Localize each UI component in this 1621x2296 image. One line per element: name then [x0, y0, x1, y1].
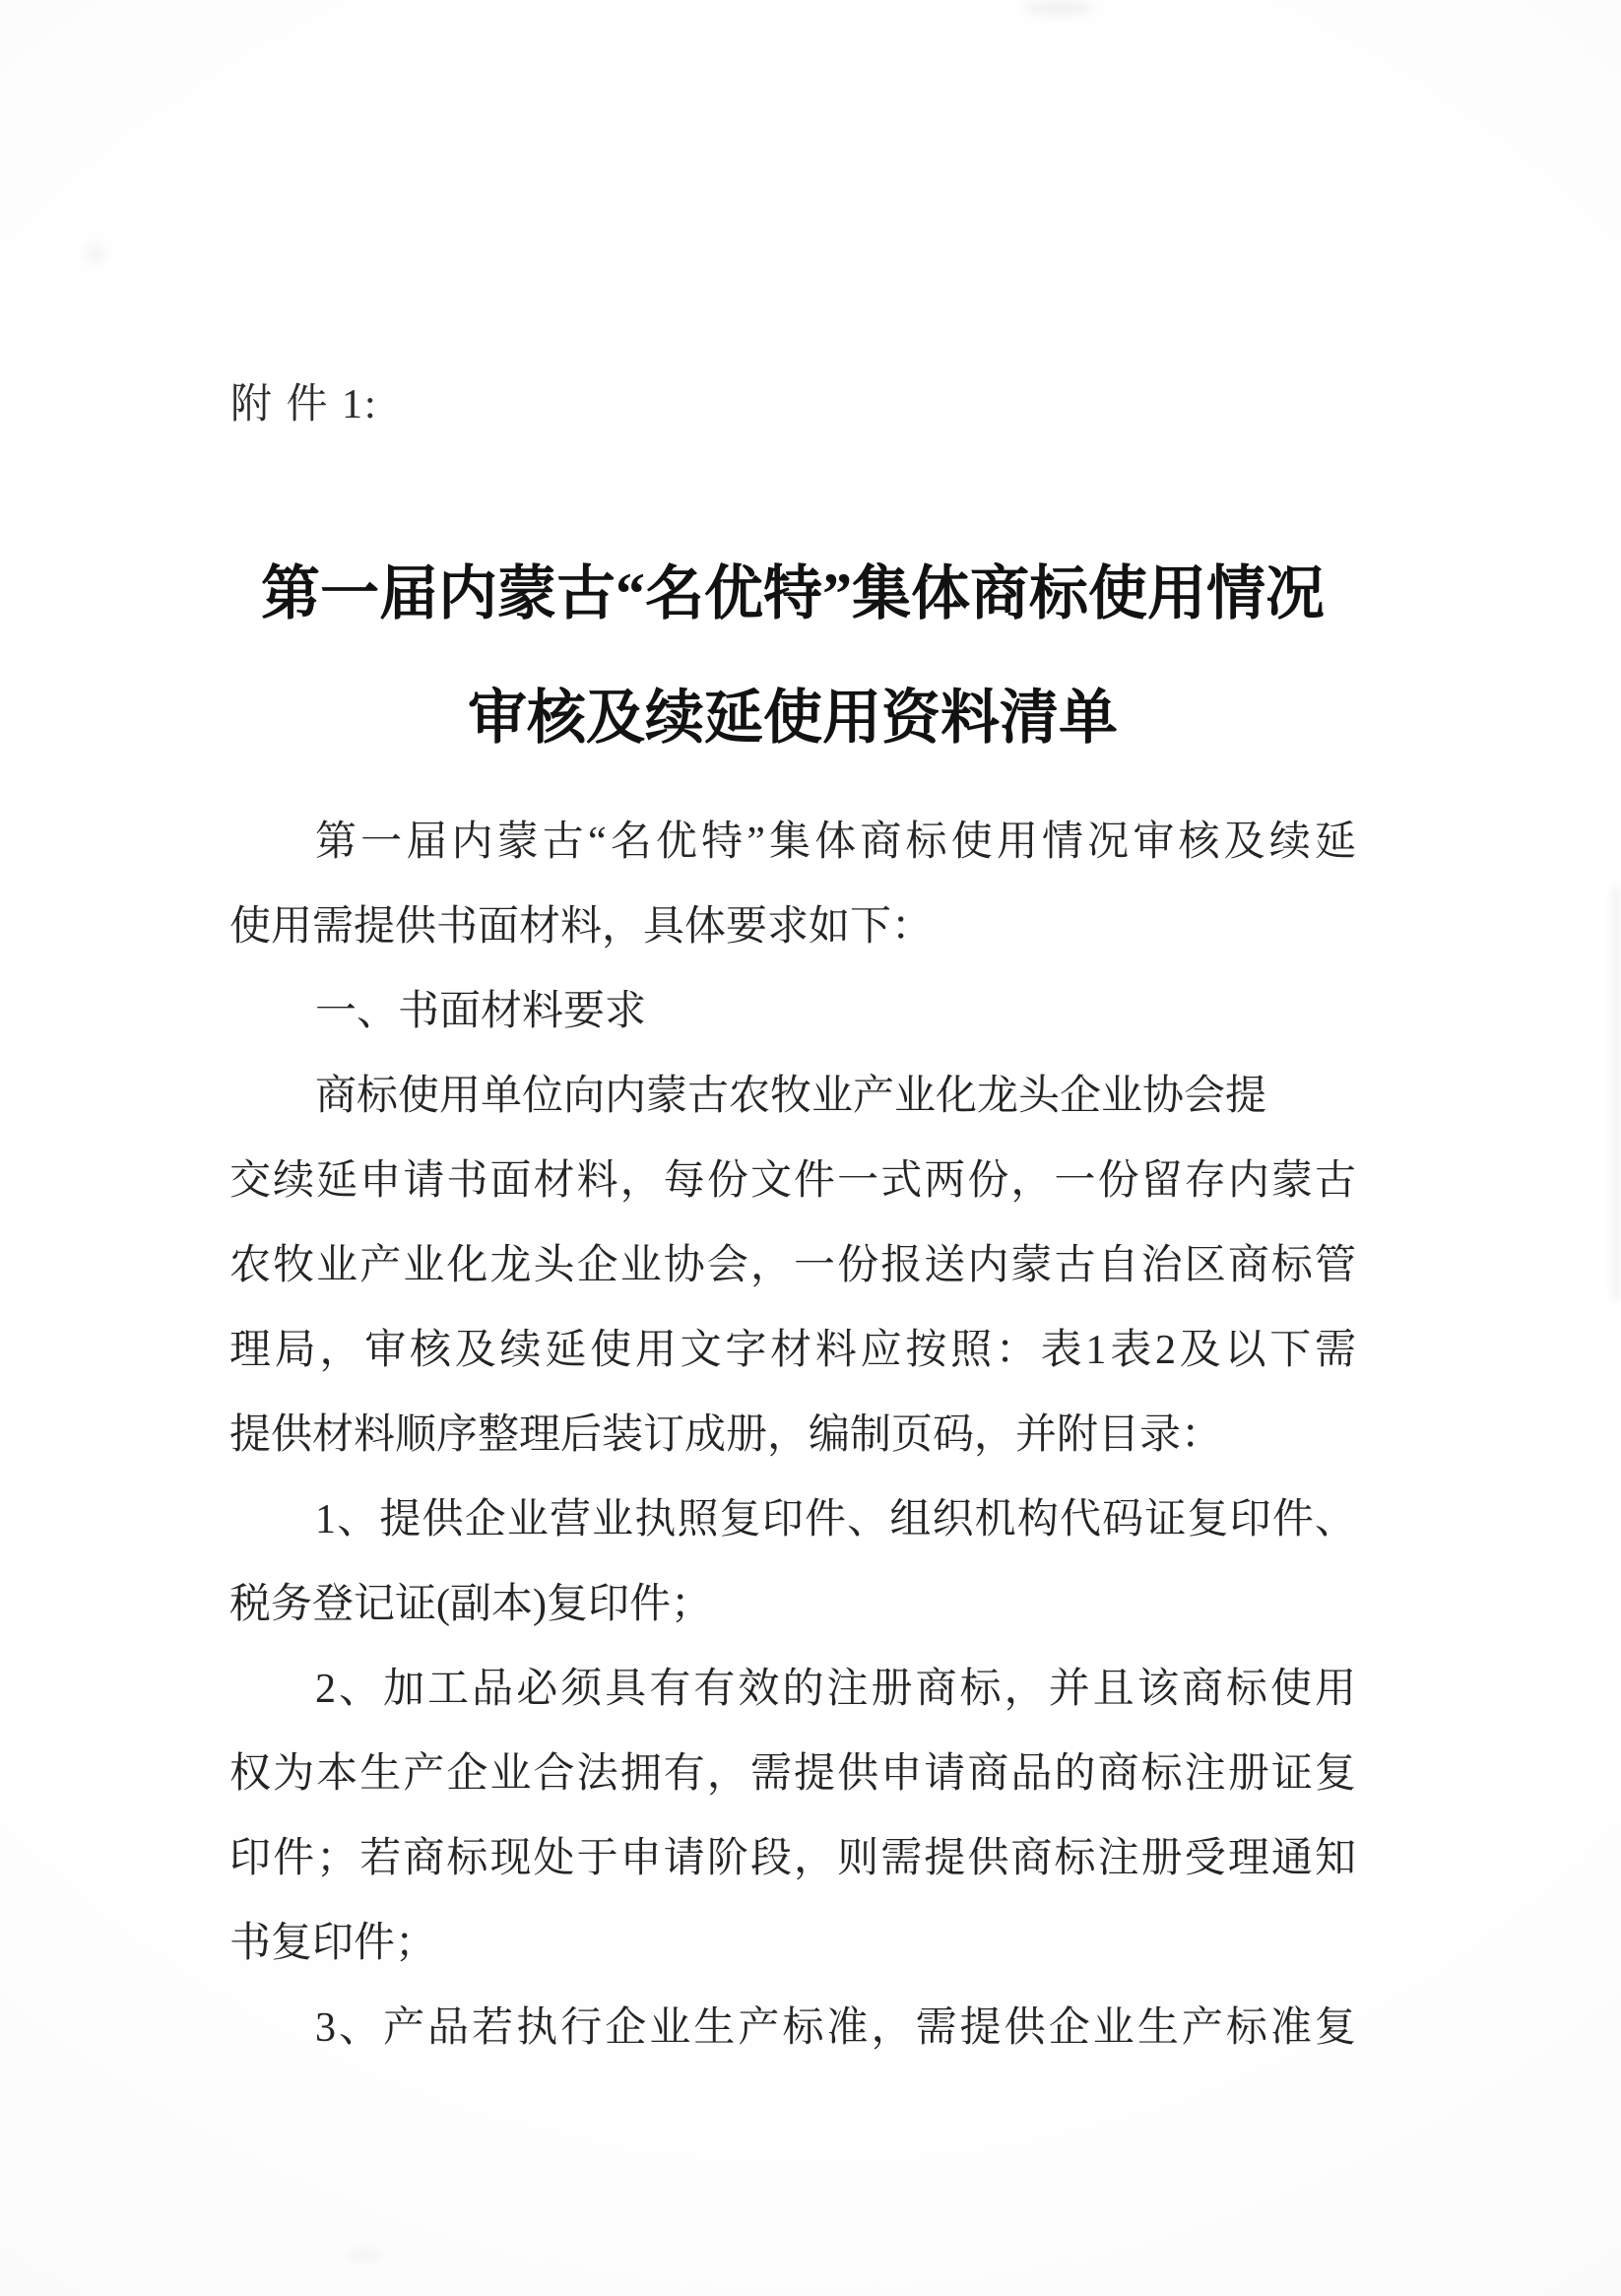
body-line: 一、书面材料要求	[315, 989, 647, 1034]
body-line: 提供材料顺序整理后装订成册，编制页码，并附目录：	[229, 1412, 1223, 1458]
body-line: 使用需提供书面材料，具体要求如下：	[229, 904, 934, 950]
document-title-line-1: 第一届内蒙古“名优特”集体商标使用情况	[261, 561, 1325, 626]
body-line: 第一届内蒙古“名优特”集体商标使用情况审核及续延	[315, 820, 1356, 865]
attachment-label: 附 件 1:	[230, 382, 378, 427]
body-line: 权为本生产企业合法拥有，需提供申请商品的商标注册证复	[229, 1751, 1356, 1797]
body-line: 农牧业产业化龙头企业协会，一份报送内蒙古自治区商标管	[229, 1243, 1356, 1288]
body-line: 理局，审核及续延使用文字材料应按照：表1表2及以下需	[229, 1328, 1356, 1373]
document-title	[229, 532, 1356, 780]
body-line: 交续延申请书面材料，每份文件一式两份，一份留存内蒙古	[229, 1158, 1356, 1204]
document-title-line-2: 审核及续延使用资料清单	[468, 686, 1118, 751]
body-text	[229, 800, 1356, 2070]
scan-smudge	[85, 244, 106, 264]
body-line: 书复印件；	[229, 1921, 437, 1966]
body-line: 印件；若商标现处于申请阶段，则需提供商标注册受理通知	[229, 1836, 1356, 1881]
body-line: 1、提供企业营业执照复印件、组织机构代码证复印件、	[315, 1497, 1356, 1542]
scan-smudge	[347, 2248, 382, 2262]
scan-smudge	[1024, 0, 1093, 16]
body-line: 3、产品若执行企业生产标准，需提供企业生产标准复	[315, 2005, 1356, 2051]
scan-smudge	[1611, 886, 1621, 1300]
body-line: 2、加工品必须具有有效的注册商标，并且该商标使用	[315, 1667, 1356, 1712]
body-line: 商标使用单位向内蒙古农牧业产业化龙头企业协会提	[315, 1074, 1267, 1119]
body-line: 税务登记证(副本)复印件；	[229, 1582, 712, 1627]
